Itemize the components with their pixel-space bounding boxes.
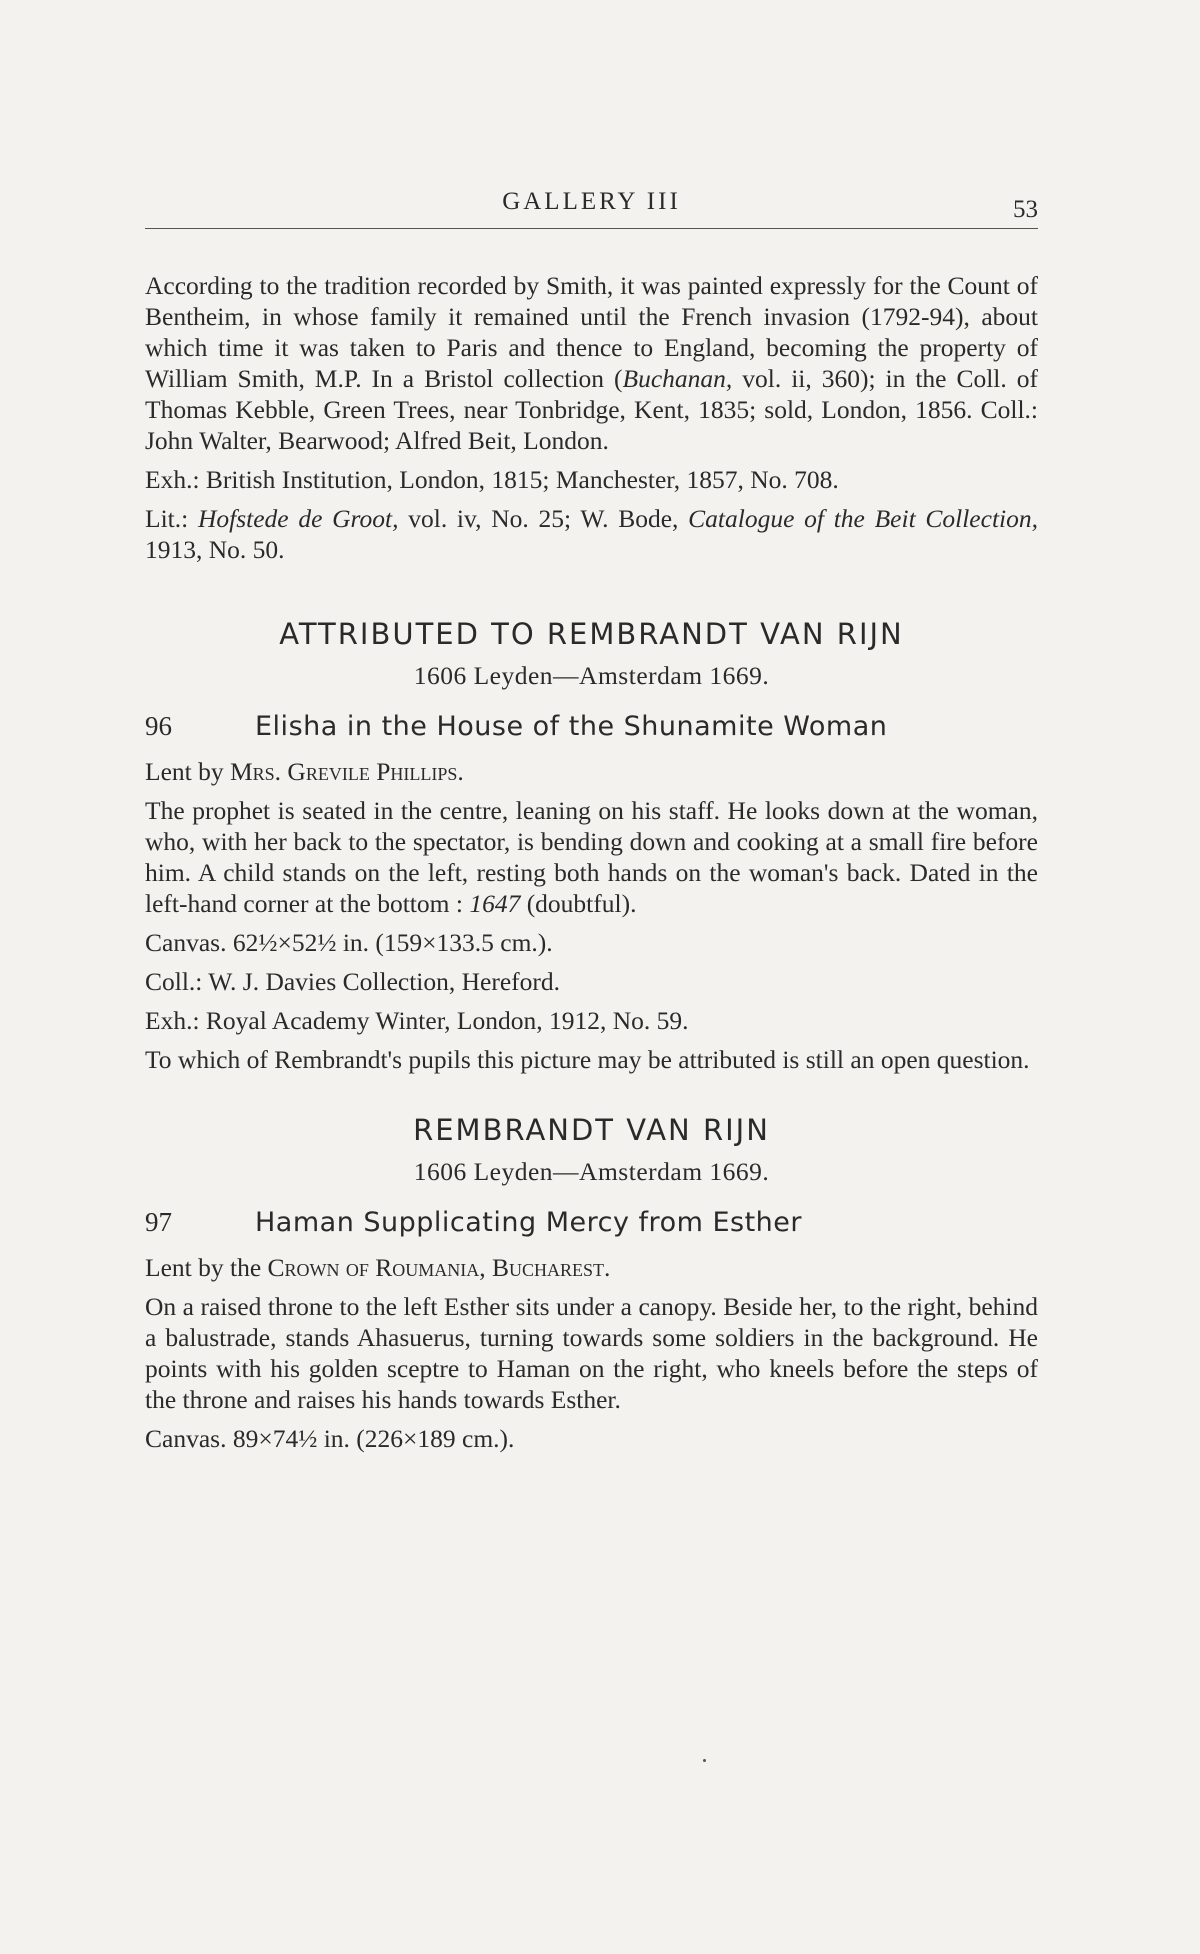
running-header (145, 188, 1038, 229)
exhibition-line: Exh.: Royal Academy Winter, London, 1912, No. 59. (145, 1006, 689, 1035)
canvas-dimensions-2: Canvas. 89×74½ in. (226×189 cm.). (145, 1424, 515, 1453)
entry-number-2: 97 (145, 1207, 172, 1237)
artist-heading: REMBRANDT VAN RIJN (413, 1113, 770, 1147)
entry-number: 96 (145, 711, 172, 741)
entry-title: Elisha in the House of the Shunamite Woman (255, 711, 888, 742)
lender-line-2 (145, 1252, 1038, 1283)
lit-title: Catalogue of the Beit Collection, (688, 504, 1038, 533)
provenance-paragraph (145, 270, 1038, 456)
lit-prefix: Lit.: (145, 504, 198, 533)
description-text: The prophet is seated in the centre, leaning on his staff. He looks down at the woman, who, with her back to the spectator, is bending down and cooking at a small fire before him. A child stands on the left, resting both hands on the woman's back. Dated in the left-hand corner at the bottom : (145, 796, 1038, 918)
provenance-text: According to the tradition recorded by Smith, it was painted expressly for the Count of Bentheim, in whose family it remained until the French invasion (1792-94), about which time it was taken to Paris and thence to England, becoming the property of William Smith, M.P. In a Bristol collection ( (145, 271, 1038, 393)
artist-dates-2: 1606 Leyden—Amsterdam 1669. (413, 1157, 770, 1186)
provenance-reference: Buchanan, (622, 364, 733, 393)
running-title: GALLERY III (502, 188, 681, 215)
catalogue-entry-header (145, 711, 1038, 742)
exhibitions-paragraph: Exh.: British Institution, London, 1815; Manchester, 1857, No. 708. (145, 465, 839, 494)
lender-name: Mrs. Grevile Phillips. (229, 757, 464, 786)
page-number: 53 (1013, 196, 1038, 223)
provenance-text-cont: vol. ii, 360); in the Coll. of Thomas Kebble, Green Trees, near Tonbridge, Kent, 1835; sold, London, 1856. Coll.: John Walter, Bearwood; Alfred Beit, London. (145, 364, 1038, 455)
lit-mid: vol. iv, No. 25; W. Bode, (398, 504, 689, 533)
canvas-dimensions: Canvas. 62½×52½ in. (159×133.5 cm.). (145, 928, 553, 957)
inscribed-date: 1647 (469, 889, 521, 918)
lender-name-2: Crown of Roumania, Bucharest. (267, 1253, 611, 1282)
lit-end: 1913, No. 50. (145, 535, 285, 564)
description-end: (doubtful). (520, 889, 637, 918)
catalogue-entry-header-2 (145, 1207, 1038, 1238)
artist-dates: 1606 Leyden—Amsterdam 1669. (413, 661, 770, 690)
lender-line (145, 756, 1038, 787)
lent-prefix: Lent by (145, 757, 230, 786)
entry-title-2: Haman Supplicating Mercy from Esther (255, 1207, 803, 1238)
artist-heading-attributed: ATTRIBUTED TO REMBRANDT VAN RIJN (279, 617, 904, 651)
description-paragraph (145, 795, 1038, 919)
description-paragraph-2: On a raised throne to the left Esther sits under a canopy. Beside her, to the right, behind a balustrade, stands Ahasuerus, turning towards some soldiers in the background. He points with his golden sceptre to Haman on the right, who kneels before the steps of the throne and raises his hands towards Esther. (145, 1292, 1038, 1414)
note-paragraph: To which of Rembrandt's pupils this picture may be attributed is still an open question. (145, 1045, 1030, 1074)
collection-line: Coll.: W. J. Davies Collection, Hereford. (145, 967, 561, 996)
lent-prefix-2: Lent by the (145, 1253, 268, 1282)
literature-paragraph (145, 503, 1038, 565)
lit-author: Hofstede de Groot, (197, 504, 399, 533)
page-body (145, 270, 1038, 1462)
paper-speck (703, 1759, 706, 1762)
